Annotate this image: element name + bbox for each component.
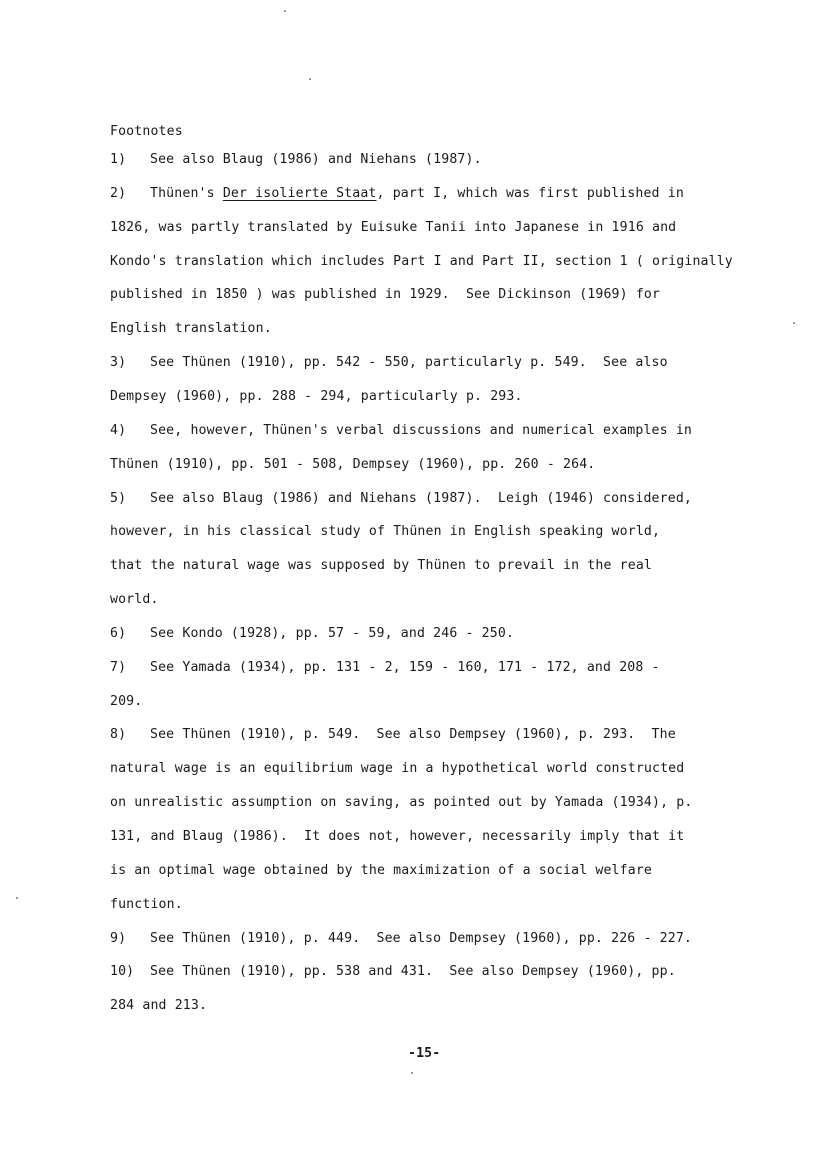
footnotes-heading: Footnotes <box>110 124 183 139</box>
footnote-text: 284 and 213. <box>110 998 208 1014</box>
footnote-text: however, in his classical study of Thünen in English speaking world, <box>110 524 661 540</box>
footnote-line <box>110 524 660 539</box>
footnote-text: See also Blaug (1986) and Niehans (1987). <box>150 152 482 167</box>
footnote-line <box>110 592 159 607</box>
footnote-text: Thünen (1910), pp. 501 - 508, Dempsey (1960), pp. 260 - 264. <box>110 456 596 472</box>
book-title: Der isolierte Staat <box>222 185 377 201</box>
footnote-first-line <box>110 626 514 641</box>
footnote-number: 1) <box>110 152 127 167</box>
footnote-text: function. <box>110 896 183 912</box>
footnote-line <box>110 220 676 235</box>
footnote-line <box>110 457 595 472</box>
footnote-text: See Thünen (1910), pp. 542 - 550, particularly p. 549. See also <box>150 355 668 371</box>
footnote-line <box>110 321 272 336</box>
scan-speck <box>309 78 311 80</box>
footnote-text: that the natural wage was supposed by Thünen to prevail in the real <box>110 558 652 574</box>
footnote-first-line <box>110 423 692 438</box>
footnote-number: 5) <box>110 490 127 506</box>
scan-speck <box>284 10 286 12</box>
footnote-line <box>110 863 652 878</box>
footnote-text: natural wage is an equilibrium wage in a hypothetical world constructed <box>110 761 685 777</box>
footnote-line <box>110 795 692 810</box>
footnote-number: 6) <box>110 625 127 641</box>
footnote-text: 209. <box>110 693 143 709</box>
footnote-text: See Thünen (1910), p. 549. See also Dempsey (1960), p. 293. The <box>150 727 676 743</box>
footnote-text: See Yamada (1934), pp. 131 - 2, 159 - 160, 171 - 172, and 208 - <box>150 659 660 675</box>
footnote-first-line <box>110 727 676 742</box>
footnote-number: 4) <box>110 422 127 438</box>
footnote-number: 2) <box>110 185 127 201</box>
scan-speck <box>793 322 795 324</box>
footnote-text: is an optimal wage obtained by the maximization of a social welfare <box>110 862 652 878</box>
footnote-text: 131, and Blaug (1986). It does not, however, necessarily imply that it <box>110 829 685 844</box>
footnote-text: on unrealistic assumption on saving, as pointed out by Yamada (1934), p. <box>110 795 693 811</box>
footnote-text: See Kondo (1928), pp. 57 - 59, and 246 - 250. <box>150 625 515 641</box>
footnote-text: See also Blaug (1986) and Niehans (1987). Leigh (1946) considered, <box>150 490 692 506</box>
footnote-line <box>110 761 684 776</box>
footnote-line <box>110 897 183 912</box>
footnote-first-line <box>110 660 660 675</box>
footnote-first-line <box>110 186 684 201</box>
scan-speck <box>411 1072 413 1074</box>
footnote-text: English translation. <box>110 321 272 337</box>
footnote-text: See Thünen (1910), pp. 538 and 431. See also Dempsey (1960), pp. <box>150 964 676 980</box>
footnote-text: 1826, was partly translated by Euisuke Tanii into Japanese in 1916 and <box>110 219 677 235</box>
footnote-number: 8) <box>110 727 127 743</box>
footnote-number: 10) <box>110 964 135 980</box>
footnote-text: world. <box>110 592 159 608</box>
footnote-number: 9) <box>110 930 127 946</box>
footnote-first-line <box>110 931 692 946</box>
footnote-line <box>110 998 207 1013</box>
footnote-line <box>110 829 684 844</box>
scan-speck <box>16 897 18 899</box>
footnote-text: See Thünen (1910), p. 449. See also Dempsey (1960), pp. 226 - 227. <box>150 930 692 946</box>
footnote-line <box>110 558 652 573</box>
footnote-first-line <box>110 355 668 370</box>
footnote-line <box>110 389 523 404</box>
footnote-line <box>110 694 142 709</box>
footnote-first-line <box>110 152 482 167</box>
footnote-line <box>110 254 733 269</box>
footnote-text: See, however, Thünen's verbal discussions and numerical examples in <box>150 422 692 438</box>
footnote-first-line <box>110 491 692 506</box>
footnote-text: Dempsey (1960), pp. 288 - 294, particularly p. 293. <box>110 388 523 404</box>
footnote-number: 3) <box>110 355 127 371</box>
footnote-number: 7) <box>110 659 127 675</box>
footnote-line <box>110 287 660 302</box>
page-number: -15- <box>408 1046 441 1061</box>
footnote-first-line <box>110 964 676 979</box>
footnote-text: Thünen's Der isolierte Staat, part I, which was first published in <box>150 185 684 201</box>
footnote-text: published in 1850 ) was published in 1929. See Dickinson (1969) for <box>110 287 661 303</box>
footnote-text: Kondo's translation which includes Part I and Part II, section 1 ( originally <box>110 253 733 269</box>
